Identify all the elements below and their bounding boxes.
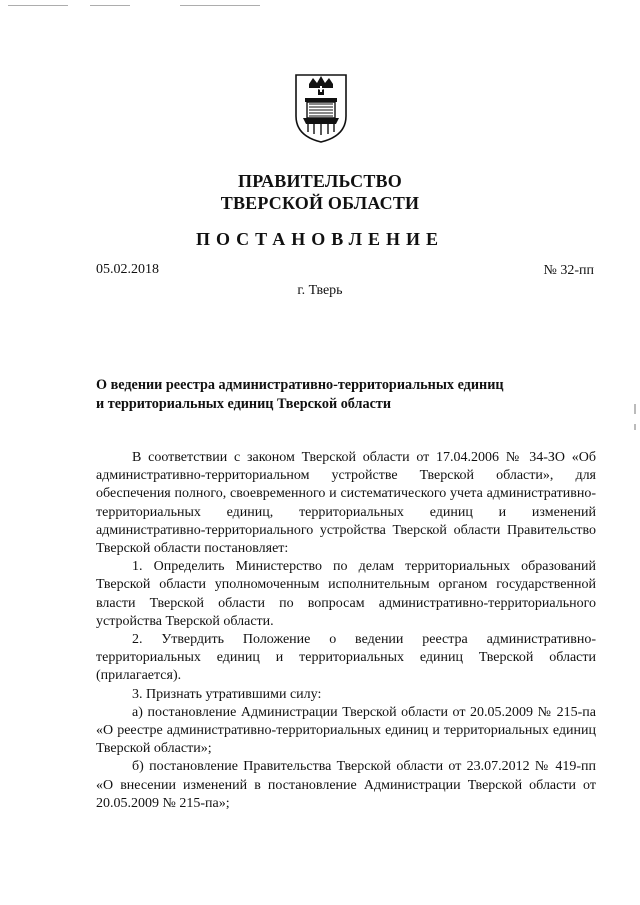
document-type: ПОСТАНОВЛЕНИЕ <box>195 229 445 249</box>
item-3a-paragraph: а) постановление Администрации Тверской области от 20.05.2009 № 215-па «О реестре административно-территориальных единиц и территориальных единиц Тверской области»; <box>96 704 596 757</box>
item-1-paragraph: 1. Определить Министерство по делам территориальных образований Тверской области уполномоченным исполнительным органом государственной власти Тверской области по вопросам административно-территориального устройства Тверской области. <box>96 559 596 629</box>
document-date: 05.02.2018 <box>96 262 159 277</box>
document-subject <box>96 376 596 414</box>
scan-artifact <box>8 5 68 6</box>
coat-of-arms-emblem-icon <box>293 72 349 144</box>
item-3-paragraph: 3. Признать утратившими силу: <box>132 686 322 702</box>
scan-edge-mark <box>634 424 636 430</box>
org-line-2: ТВЕРСКОЙ ОБЛАСТИ <box>220 193 420 213</box>
government-title <box>0 170 640 214</box>
scan-artifact <box>180 5 260 6</box>
subject-line-2: и территориальных единиц Тверской области <box>96 396 392 412</box>
document-city: г. Тверь <box>297 283 343 298</box>
item-3b-paragraph: б) постановление Правительства Тверской области от 23.07.2012 № 419-пп «О внесении изменений в постановление Администрации Тверской области от 20.05.2009 № 215-па»; <box>96 759 596 811</box>
scan-artifact <box>90 5 130 6</box>
document-number: № 32-пп <box>543 263 594 278</box>
preamble-paragraph: В соответствии с законом Тверской области от 17.04.2006 № 34-ЗО «Об административно-территориальном устройстве Тверской области», для обеспечения полного, своевременного и систематического учета административно-территориальных единиц, территориальных единиц и изменений административно-территориального устройства Тверской области Правительство Тверской области постановляет: <box>96 450 596 557</box>
subject-line-1: О ведении реестра административно-территориальных единиц <box>96 377 504 393</box>
scan-edge-mark <box>634 404 636 414</box>
document-body <box>96 449 596 813</box>
org-line-1: ПРАВИТЕЛЬСТВО <box>238 171 402 191</box>
item-2-paragraph: 2. Утвердить Положение о ведении реестра административно-территориальных единиц и территориальных единиц Тверской области (прилагается). <box>96 632 596 684</box>
